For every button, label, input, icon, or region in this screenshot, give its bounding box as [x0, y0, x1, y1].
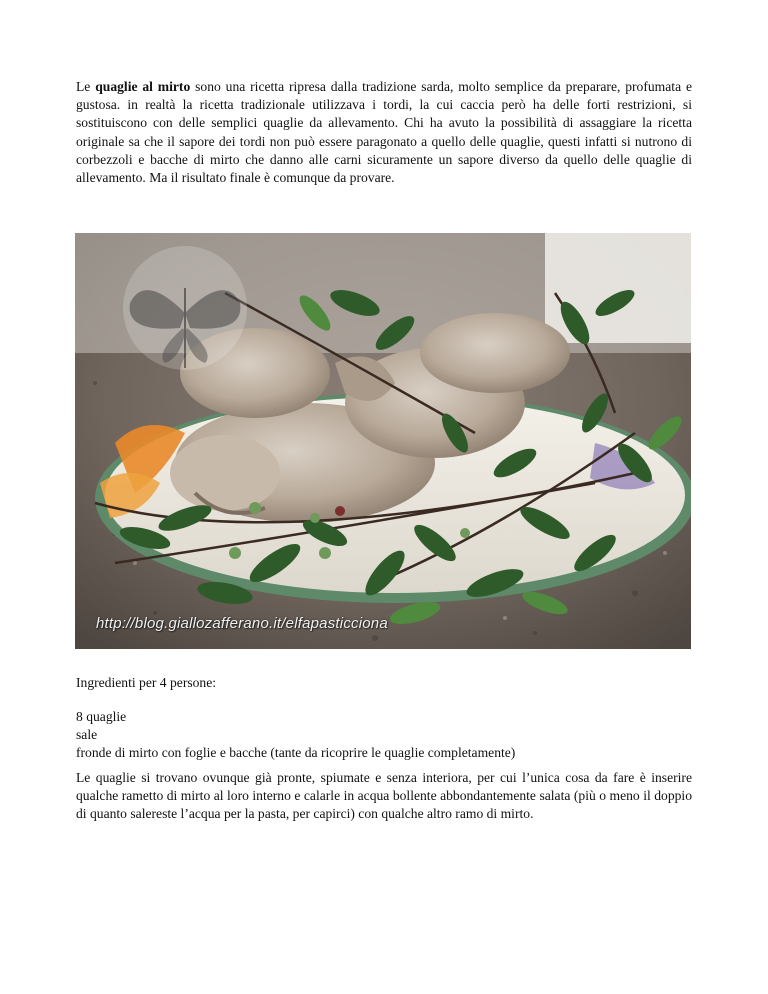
- intro-prefix: Le: [76, 79, 96, 94]
- ingredient-item: sale: [76, 727, 98, 743]
- method-paragraph: Le quaglie si trovano ovunque già pronte, spiumate e senza interiora, per cui l’unica cosa da fare è inserire qualche rametto di mirto al loro interno e calarle in acqua bollente abbondantemente salata (più o meno il doppio di quanto salereste l’acqua per la pasta, per capirci) con qualche altro ramo di mirto.: [76, 770, 692, 822]
- photo-watermark: http://blog.giallozafferano.it/elfapasticciona: [96, 615, 388, 632]
- intro-body: sono una ricetta ripresa dalla tradizione sarda, molto semplice da preparare, profumata e gustosa. in realtà la ricetta tradizionale utilizzava i tordi, la cui caccia però ha delle forti restrizioni, si sostituiscono con delle semplici quaglie da allevamento. Chi ha avuto la possibilità di assaggiare la ricetta originale sa che il sapore dei tordi non può essere paragonato a quello delle quaglie, questi infatti si nutrono di corbezzoli e bacche di mirto che danno alle carni sicuramente un sapore diverso da quello delle quaglie di allevamento. Ma il risultato finale è comunque da provare.: [76, 79, 692, 186]
- ingredient-item: 8 quaglie: [76, 709, 127, 724]
- recipe-name: quaglie al mirto: [95, 79, 191, 94]
- intro-paragraph: [76, 78, 692, 187]
- ingredient-item: fronde di mirto con foglie e bacche (tante da ricoprire le quaglie completamente): [76, 745, 516, 761]
- butterfly-logo-icon: [123, 246, 247, 370]
- ingredients-list: [76, 708, 692, 763]
- recipe-photo: [75, 233, 691, 649]
- ingredients-title: Ingredienti per 4 persone:: [76, 675, 217, 690]
